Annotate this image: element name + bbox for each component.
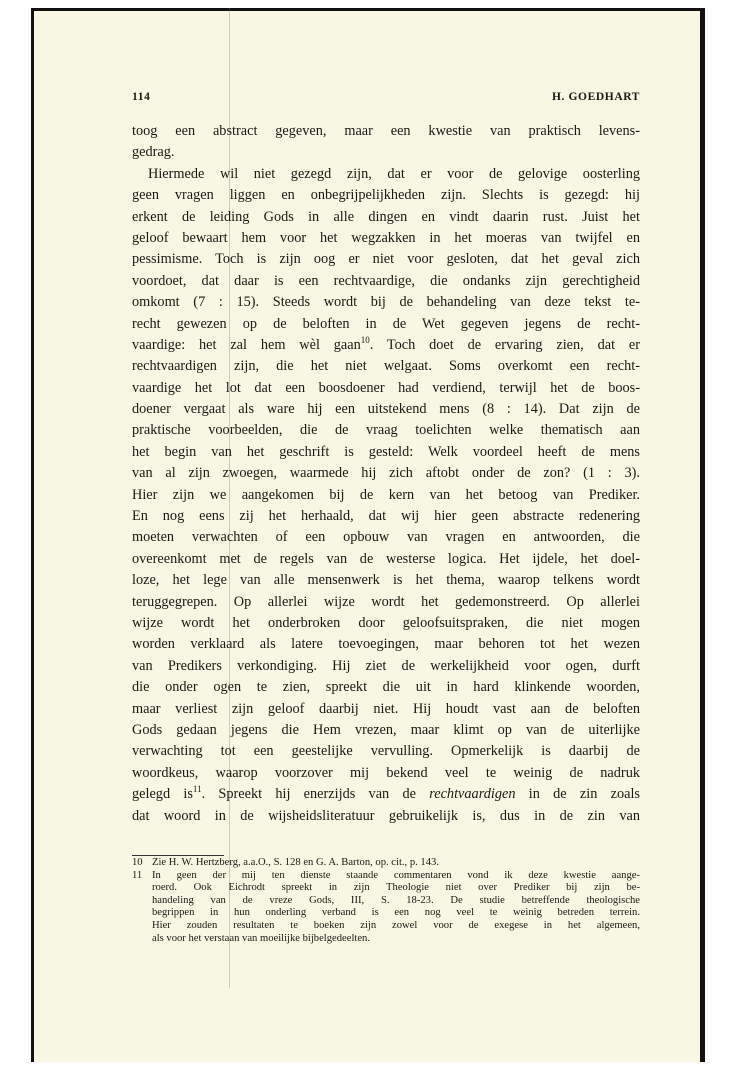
text-line: voordoet, dat daar is een rechtvaardige, die ondanks zijn gerechtigheid <box>132 272 640 289</box>
emphasis: rechtvaardigen <box>429 786 516 803</box>
text-line: verwachting tot een geestelijke vervulling. Opmerkelijk is daarbij de <box>132 743 640 760</box>
text-line: teruggegrepen. Op allerlei wijze wordt het gedemonstreerd. Op allerlei <box>132 593 640 610</box>
text-line: overeenkomt met de regels van de westerse logica. Het ijdele, het doel- <box>132 550 640 567</box>
text-line: van Predikers verkondiging. Hij ziet de werkelijkheid voor ogen, durft <box>132 657 640 674</box>
text-line: Hiermede wil niet gezegd zijn, dat er voor de gelovige oosterling <box>148 165 640 182</box>
text-line: wijze wordt het onderbroken door geloofsuitspraken, die niet mogen <box>132 614 640 631</box>
footnote-rule <box>132 855 224 856</box>
line-segment: vaardige: het zal hem wèl gaan <box>132 336 361 353</box>
footnote-line: handeling van de vreze Gods, III, S. 18-23. De studie betreffende theologische <box>152 894 640 906</box>
footnote-line: als voor het verstaan van moeilijke bijbelgedeelten. <box>152 932 370 944</box>
text-line: maar verliest zijn geloof daarbij niet. Hij houdt vast aan de beloften <box>132 700 640 717</box>
footnote-line: Hier zouden resultaten te boeken zijn zowel voor de exegese in het algemeen, <box>152 919 640 931</box>
line-segment: in de zin zoals <box>515 786 640 803</box>
text-line: rechtvaardigen zijn, die het niet welgaat. Soms overkomt een recht- <box>132 358 640 375</box>
footnote-ref-11: 11 <box>192 784 202 795</box>
text-line: worden verklaard als latere toevoegingen, maar behoren tot het wezen <box>132 636 640 653</box>
text-line: vaardige het lot dat een boosdoener had verdiend, terwijl het de boos- <box>132 379 640 396</box>
footnote-line: Zie H. W. Hertzberg, a.a.O., S. 128 en G. A. Barton, op. cit., p. 143. <box>152 857 439 868</box>
text-line: toog een abstract gegeven, maar een kwestie van praktisch levens- <box>132 123 640 139</box>
footnote-ref-10: 10 <box>360 335 370 346</box>
text-line: omkomt (7 : 15). Steeds wordt bij de behandeling van deze tekst te- <box>132 294 640 311</box>
footnote-line: In geen der mij ten dienste staande commentaren vond ik deze kwestie aange- <box>152 869 640 881</box>
text-line: En nog eens zij het herhaald, dat wij hier geen abstracte redenering <box>132 508 640 525</box>
text-line: woordkeus, waarop voorzover mij bekend veel te weinig de nadruk <box>132 764 640 781</box>
text-line: erkent de leiding Gods in alle dingen en vindt daarin rust. Juist het <box>132 208 640 225</box>
text-line: Gods gedaan jegens die Hem vrezen, maar klimt op van de uiterlijke <box>132 721 640 738</box>
footnote-line: roerd. Ook Eichrodt spreekt in zijn Theologie niet over Prediker bij zijn be- <box>152 882 640 894</box>
text-line <box>132 784 640 805</box>
line-segment: . Toch doet de ervaring zien, dat er <box>369 336 640 353</box>
text-line: moeten verwachten of een opbouw van vragen en antwoorden, die <box>132 529 640 546</box>
text-line: praktische voorbeelden, die de vraag toelichten welke thematisch aan <box>132 422 640 439</box>
text-line: geloof bewaart hem voor het wegzakken in het moeras van twijfel en <box>132 229 640 246</box>
text-line: het begin van het geschrift is gesteld: Welk voordeel heeft de mens <box>132 443 640 460</box>
text-line: geen vragen liggen en onbegrijpelijkheden zijn. Slechts is gezegd: hij <box>132 187 640 204</box>
footnote-10 <box>132 857 640 870</box>
line-segment: gelegd is <box>132 786 193 803</box>
line-segment: . Spreekt hij enerzijds van de <box>201 786 430 803</box>
text-line: gedrag. <box>132 144 175 161</box>
page-number: 114 <box>132 91 151 103</box>
text-line <box>132 335 640 356</box>
text-line: Hier zijn we aangekomen bij de kern van het betoog van Prediker. <box>132 486 640 503</box>
text-line: recht gewezen op de beloften in de Wet gegeven jegens de recht- <box>132 315 640 332</box>
text-line: doener vergaat als ware hij een uitstekend mens (8 : 14). Dat zijn de <box>132 401 640 418</box>
running-header <box>132 91 640 107</box>
footnote-number: 11 <box>132 869 143 881</box>
footnote-11 <box>132 870 640 946</box>
footnotes <box>132 857 640 945</box>
footnote-line: begrippen in hun onderling verband is een nog veel te weinig betreden terrein. <box>152 907 640 919</box>
text-line: dat woord in de wijsheidsliteratuur gebruikelijk is, dus in de zin van <box>132 807 640 824</box>
footnote-number: 10 <box>132 857 143 868</box>
body-text <box>132 121 640 827</box>
text-line: pessimisme. Toch is zijn oog er niet voor gesloten, dat het geval zich <box>132 251 640 268</box>
text-line: loze, het lege van alle mensenwerk is het thema, waarop telkens wordt <box>132 572 640 589</box>
running-author: H. GOEDHART <box>552 91 640 103</box>
text-line: die onder ogen te zien, spreekt die uit in hard klinkende woorden, <box>132 679 640 696</box>
text-line: van al zijn zwoegen, waarmede hij zich aftobt onder de zon? (1 : 3). <box>132 465 640 482</box>
